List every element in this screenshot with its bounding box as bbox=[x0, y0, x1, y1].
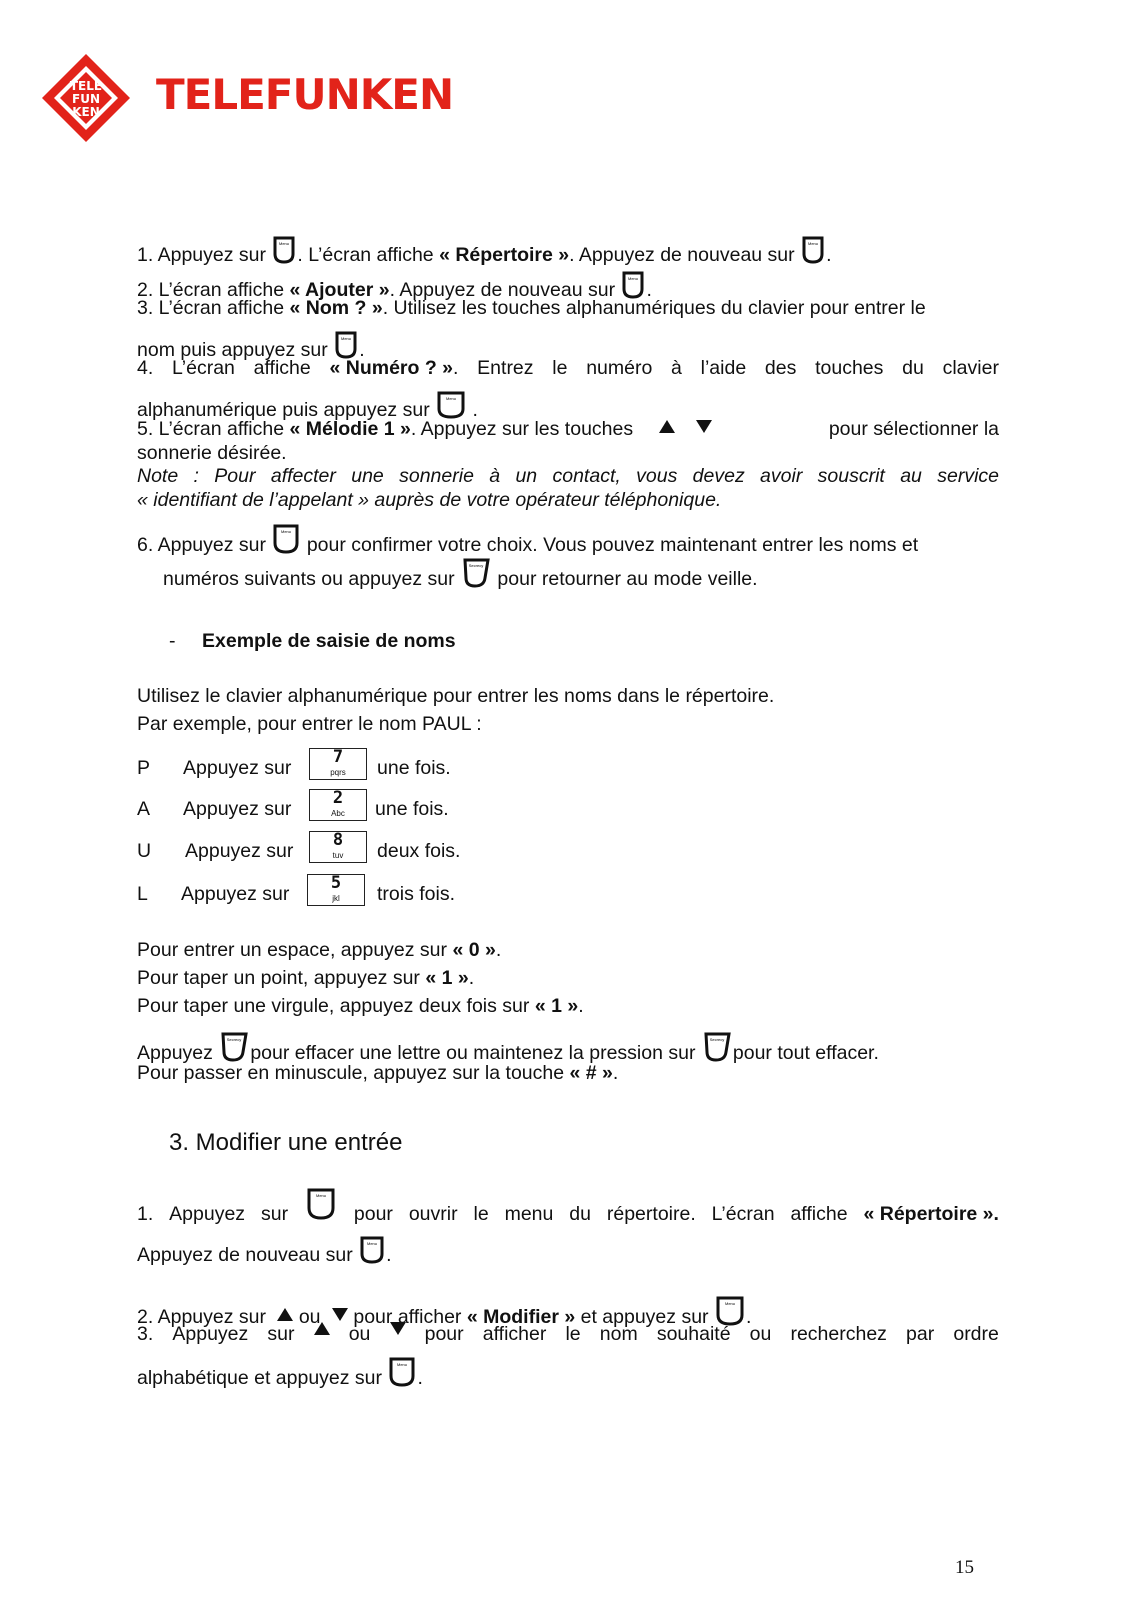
menu-key-icon bbox=[436, 391, 466, 419]
telefunken-logo bbox=[40, 52, 454, 147]
modify-step-1-line-2: Appuyez de nouveau sur Menu . bbox=[137, 1236, 392, 1267]
svg-text:Menu: Menu bbox=[341, 336, 352, 341]
modify-step-1-line: 1. Appuyez sur Menu pour ouvrir le menu du répertoire. L’écran affiche « Répertoire ». bbox=[137, 1202, 999, 1226]
lowercase-line: Pour passer en minuscule, appuyez sur la touche « # ». bbox=[137, 1062, 619, 1084]
svg-text:Menu: Menu bbox=[315, 1193, 326, 1198]
down-arrow-icon bbox=[696, 420, 712, 433]
section-heading: 3. Modifier une entrée bbox=[169, 1129, 403, 1156]
secrecy-key-icon bbox=[702, 1032, 732, 1062]
svg-text:Secrecy: Secrecy bbox=[709, 1037, 725, 1042]
menu-key-icon bbox=[272, 524, 300, 554]
menu-key-icon bbox=[621, 271, 645, 299]
svg-text:Menu: Menu bbox=[628, 276, 639, 281]
up-arrow-icon bbox=[277, 1308, 293, 1321]
down-arrow-icon bbox=[390, 1322, 406, 1335]
note-line-2: « identifiant de l’appelant » auprès de votre opérateur téléphonique. bbox=[137, 489, 722, 511]
page-number: 15 bbox=[955, 1557, 974, 1578]
secrecy-key-icon bbox=[461, 558, 491, 588]
step-1-line: 1. Appuyez sur Menu . L’écran affiche « Répertoire ». Appuyez de nouveau sur Menu . bbox=[137, 236, 831, 267]
point-line: Pour taper un point, appuyez sur « 1 ». bbox=[137, 967, 475, 989]
step-6-line-2: numéros suivants ou appuyez sur Secrecy pour retourner au mode veille. bbox=[163, 558, 758, 591]
keypad-8-icon: 8 tuv bbox=[309, 831, 367, 863]
menu-key-icon bbox=[272, 236, 296, 264]
example-intro-1: Utilisez le clavier alphanumérique pour entrer les noms dans le répertoire. bbox=[137, 685, 775, 707]
svg-text:Menu: Menu bbox=[367, 1241, 378, 1246]
menu-key-icon bbox=[334, 331, 358, 359]
step-5-line: 5. L’écran affiche « Mélodie 1 ». Appuyez sur les touches pour sélectionner la bbox=[137, 418, 999, 440]
svg-text:Menu: Menu bbox=[446, 396, 457, 401]
secrecy-key-icon bbox=[219, 1032, 249, 1062]
menu-key-icon bbox=[359, 1236, 385, 1264]
svg-text:Menu: Menu bbox=[397, 1362, 408, 1367]
step-6-line: 6. Appuyez sur Menu pour confirmer votre choix. Vous pouvez maintenant entrer les noms et bbox=[137, 524, 918, 557]
step-4-line: 4. L’écran affiche « Numéro ? ». Entrez le numéro à l’aide des touches du clavier bbox=[137, 357, 999, 379]
up-arrow-icon bbox=[314, 1322, 330, 1335]
menu-key-icon bbox=[801, 236, 825, 264]
brand-name: TELEFUNKEN bbox=[156, 70, 454, 119]
svg-text:Menu: Menu bbox=[808, 241, 819, 246]
step-2-line: 2. L’écran affiche « Ajouter ». Appuyez de nouveau sur Menu . bbox=[137, 271, 652, 302]
logo-text-ken: KEN bbox=[72, 105, 100, 119]
keypad-2-icon: 2 Abc bbox=[309, 789, 367, 821]
example-dash: - bbox=[169, 630, 176, 652]
step-3-line-2: nom puis appuyez sur Menu . bbox=[137, 331, 365, 362]
logo-text-fun: FUN bbox=[72, 92, 100, 106]
up-arrow-icon bbox=[659, 420, 675, 433]
svg-text:Menu: Menu bbox=[279, 241, 290, 246]
step-3-line: 3. L’écran affiche « Nom ? ». Utilisez les touches alphanumériques du clavier pour entrer le bbox=[137, 297, 926, 319]
example-title: Exemple de saisie de noms bbox=[202, 630, 456, 652]
erase-line: Appuyez Secrecy pour effacer une lettre ou maintenez la pression sur Secrecy pour tout effacer. bbox=[137, 1032, 879, 1065]
comma-line: Pour taper une virgule, appuyez deux fois sur « 1 ». bbox=[137, 995, 584, 1017]
keypad-7-icon: 7 pqrs bbox=[309, 748, 367, 780]
step-4-line-2: alphanumérique puis appuyez sur Menu . bbox=[137, 391, 478, 422]
logo-text-tele: TELE bbox=[69, 79, 103, 93]
svg-text:Secrecy: Secrecy bbox=[227, 1037, 242, 1042]
note-line-1: Note : Pour affecter une sonnerie à un contact, vous devez avoir souscrit au service bbox=[137, 465, 999, 487]
svg-text:Menu: Menu bbox=[281, 529, 292, 534]
example-intro-2: Par exemple, pour entrer le nom PAUL : bbox=[137, 713, 482, 735]
modify-step-2-line: 2. Appuyez sur ou pour afficher « Modifier » et appuyez sur Menu . bbox=[137, 1296, 751, 1329]
menu-key-icon bbox=[305, 1188, 337, 1220]
menu-key-icon bbox=[388, 1357, 416, 1387]
telefunken-diamond-icon bbox=[40, 52, 132, 147]
modify-step-3-line-2: alphabétique et appuyez sur Menu . bbox=[137, 1357, 423, 1390]
space-line: Pour entrer un espace, appuyez sur « 0 ». bbox=[137, 939, 502, 961]
modify-step-3-line: 3. Appuyez sur ou pour afficher le nom souhaité ou recherchez par ordre bbox=[137, 1323, 999, 1345]
keypad-5-icon: 5 jkl bbox=[307, 874, 365, 906]
step-5-line-2: sonnerie désirée. bbox=[137, 442, 287, 464]
svg-text:Secrecy: Secrecy bbox=[468, 563, 484, 568]
svg-text:Menu: Menu bbox=[724, 1301, 735, 1306]
down-arrow-icon bbox=[332, 1308, 348, 1321]
